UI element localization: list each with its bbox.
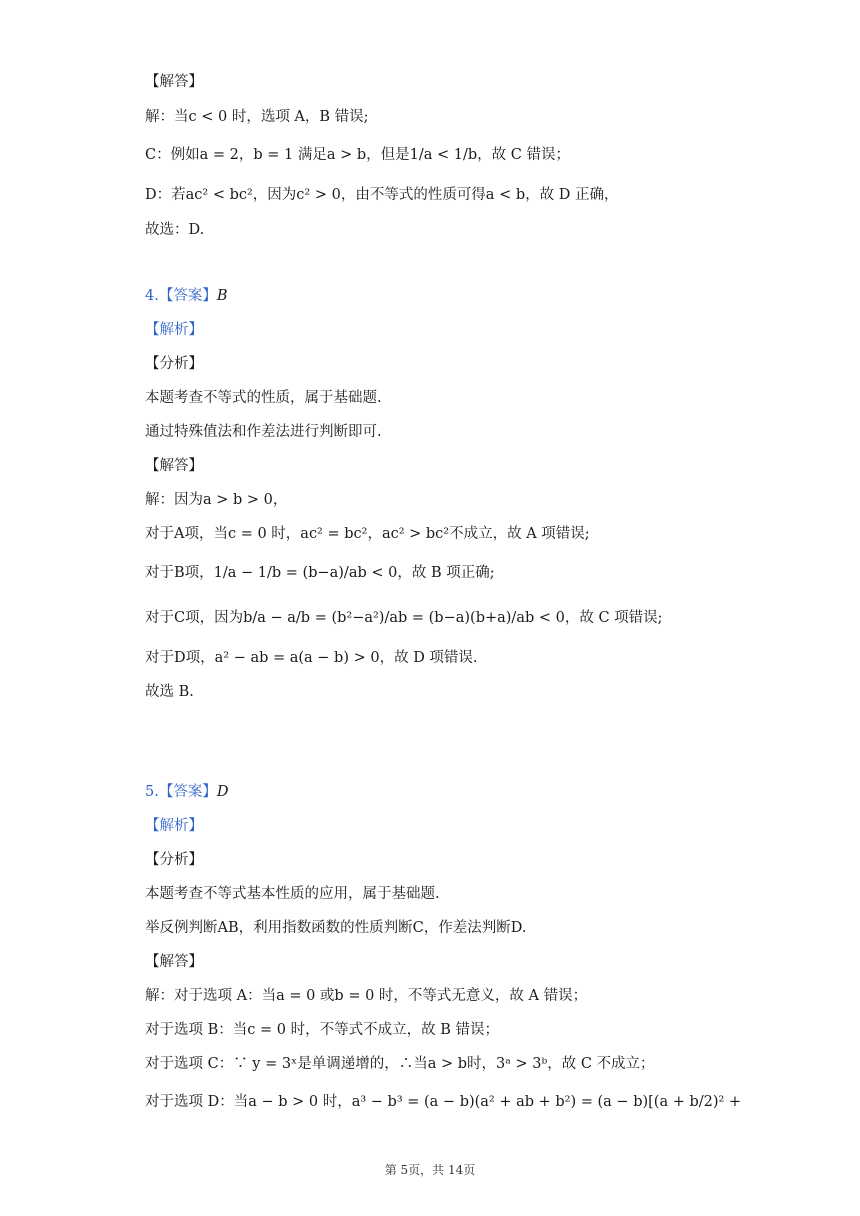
section-heading-jieda: 【解答】 <box>145 954 203 970</box>
answer-value: B <box>216 288 228 304</box>
text-line: 解：因为a > b > 0， <box>145 492 288 508</box>
section-heading-fenxi: 【分析】 <box>145 852 203 868</box>
text-line: 对于D项，a² − ab = a(a − b) > 0，故 D 项错误. <box>145 650 478 666</box>
text-line: 对于选项 C：∵ y = 3ˣ是单调递增的，∴当a > b时，3ᵃ > 3ᵇ，故 C 不成立； <box>145 1056 655 1072</box>
text-line: 本题考查不等式的性质，属于基础题. <box>145 390 382 406</box>
text-line: 故选 B. <box>145 684 194 700</box>
section-heading-jiexi: 【解析】 <box>145 322 203 338</box>
text-line: 举反例判断AB，利用指数函数的性质判断C，作差法判断D. <box>145 920 527 936</box>
answer-line <box>145 782 228 802</box>
answer-line <box>145 286 228 306</box>
text-line: D：若ac² < bc²，因为c² > 0，由不等式的性质可得a < b，故 D 正确， <box>145 187 619 203</box>
page-footer: 第 5页，共 14页 <box>384 1163 476 1177</box>
text-line: 本题考查不等式基本性质的应用，属于基础题. <box>145 886 440 902</box>
answer-label: 4.【答案】 <box>145 288 217 304</box>
section-heading-jieda: 【解答】 <box>145 458 203 474</box>
text-line: 对于B项，1/a − 1/b = (b−a)/ab < 0，故 B 项正确; <box>145 565 495 581</box>
text-line: 对于A项，当c = 0 时，ac² = bc²，ac² > bc²不成立，故 A 项错误; <box>145 526 590 542</box>
text-line: 解：当c < 0 时，选项 A，B 错误; <box>145 109 369 125</box>
section-heading-fenxi: 【分析】 <box>145 356 203 372</box>
text-line: 解：对于选项 A：当a = 0 或b = 0 时，不等式无意义，故 A 错误； <box>145 988 588 1004</box>
answer-label: 5.【答案】 <box>145 784 217 800</box>
section-heading-jiexi: 【解析】 <box>145 818 203 834</box>
text-line: 对于选项 D：当a − b > 0 时，a³ − b³ = (a − b)(a² + ab + b²) = (a − b)[(a + b/2)² + <box>145 1094 742 1110</box>
answer-value: D <box>216 784 229 800</box>
text-line: 对于选项 B：当c = 0 时，不等式不成立，故 B 错误； <box>145 1022 499 1038</box>
text-line: C：例如a = 2，b = 1 满足a > b，但是1/a < 1/b，故 C 错误； <box>145 147 570 163</box>
text-line: 对于C项，因为b/a − a/b = (b²−a²)/ab = (b−a)(b+a)/ab < 0，故 C 项错误; <box>145 610 663 626</box>
text-line: 通过特殊值法和作差法进行判断即可. <box>145 424 382 440</box>
section-heading-jieda: 【解答】 <box>145 74 203 90</box>
text-line: 故选：D. <box>145 222 205 238</box>
